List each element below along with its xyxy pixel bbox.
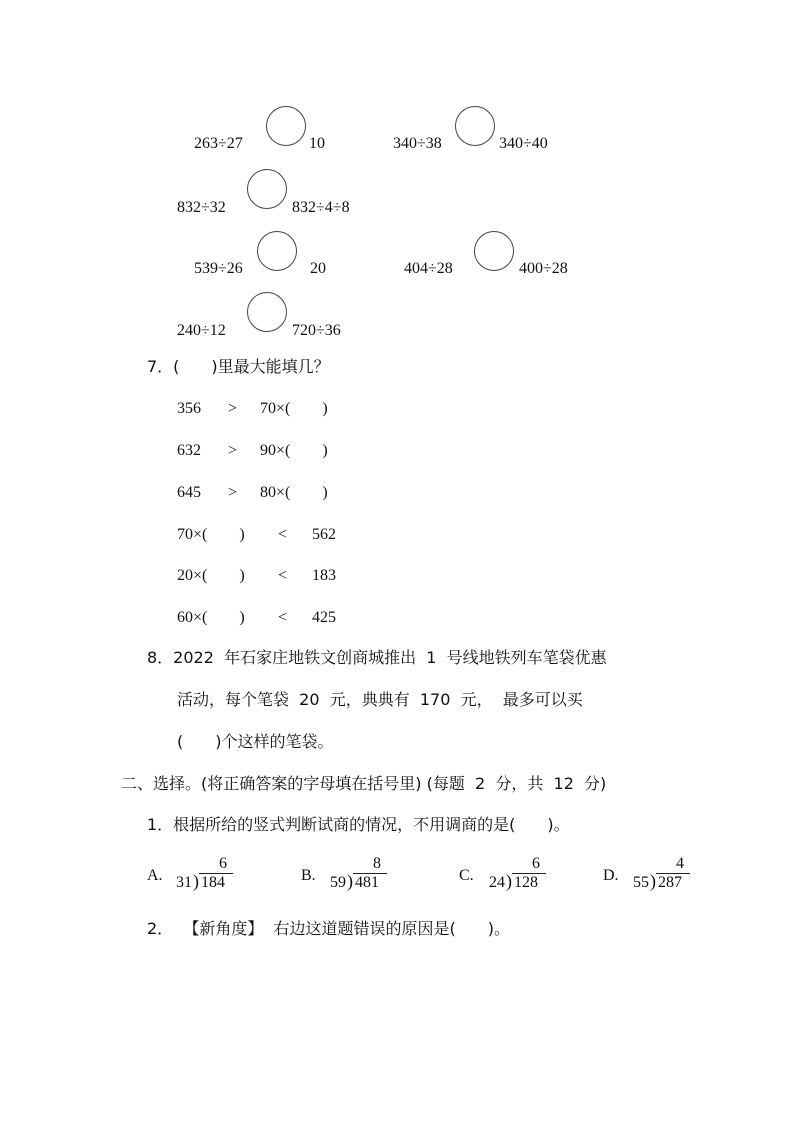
compare-left-4: 539÷26 bbox=[194, 260, 243, 277]
compare-right-2: 340÷40 bbox=[499, 135, 548, 152]
answer-circle-2[interactable] bbox=[455, 106, 495, 146]
option-b-quotient: 8 bbox=[373, 855, 381, 872]
q7-row5-a[interactable]: 20×( ) bbox=[177, 567, 245, 584]
q7-row5-op: < bbox=[278, 567, 288, 584]
section-2-heading: 二、选择。(将正确答案的字母填在括号里) (每题 2 分，共 12 分) bbox=[121, 774, 607, 793]
option-d-divisor: 55 bbox=[633, 874, 649, 891]
q7-row1-a: 356 bbox=[177, 400, 201, 417]
q7-row2-b[interactable]: 90×( ) bbox=[260, 442, 328, 459]
answer-circle-5[interactable] bbox=[474, 231, 514, 271]
q7-row6-a[interactable]: 60×( ) bbox=[177, 609, 245, 626]
option-c-bracket: ) bbox=[506, 871, 512, 891]
q8-line3: ( )个这样的笔袋。 bbox=[177, 732, 334, 751]
option-d-label[interactable]: D. bbox=[603, 867, 619, 884]
option-d-dividend: 287 bbox=[658, 874, 682, 891]
compare-left-2: 340÷38 bbox=[393, 135, 442, 152]
option-a-divisor: 31 bbox=[176, 874, 192, 891]
option-d-bracket: ) bbox=[650, 871, 656, 891]
s2-question-1: 1．根据所给的竖式判断试商的情况，不用调商的是( )。 bbox=[147, 815, 570, 834]
answer-circle-4[interactable] bbox=[257, 231, 297, 271]
option-c-dividend: 128 bbox=[514, 874, 538, 891]
q7-row6-b: 425 bbox=[312, 609, 336, 626]
option-a-label[interactable]: A. bbox=[147, 867, 163, 884]
answer-circle-3[interactable] bbox=[247, 169, 287, 209]
q7-row2-op: > bbox=[228, 442, 238, 459]
q7-row5-b: 183 bbox=[312, 567, 336, 584]
compare-right-6: 720÷36 bbox=[292, 322, 341, 339]
compare-right-4: 20 bbox=[310, 260, 326, 277]
option-a-bracket: ) bbox=[193, 871, 199, 891]
q7-row4-op: < bbox=[278, 526, 288, 543]
option-b-label[interactable]: B. bbox=[301, 867, 316, 884]
option-a-dividend: 184 bbox=[201, 874, 225, 891]
q7-row1-op: > bbox=[228, 400, 238, 417]
compare-left-1: 263÷27 bbox=[194, 135, 243, 152]
q7-prompt: 7．( )里最大能填几？ bbox=[147, 357, 330, 376]
option-c-divisor: 24 bbox=[489, 874, 505, 891]
q7-row3-b[interactable]: 80×( ) bbox=[260, 484, 328, 501]
q7-row6-op: < bbox=[278, 609, 288, 626]
option-b-dividend: 481 bbox=[355, 874, 379, 891]
q7-row4-a[interactable]: 70×( ) bbox=[177, 526, 245, 543]
compare-right-3: 832÷4÷8 bbox=[292, 199, 350, 216]
q7-row3-a: 645 bbox=[177, 484, 201, 501]
option-a-quotient: 6 bbox=[219, 855, 227, 872]
q7-row4-b: 562 bbox=[312, 526, 336, 543]
option-b-bracket: ) bbox=[347, 871, 353, 891]
option-c-label[interactable]: C. bbox=[459, 867, 474, 884]
answer-circle-1[interactable] bbox=[266, 106, 306, 146]
compare-right-1: 10 bbox=[309, 135, 325, 152]
option-b-divisor: 59 bbox=[330, 874, 346, 891]
option-c-quotient: 6 bbox=[532, 855, 540, 872]
compare-left-3: 832÷32 bbox=[177, 199, 226, 216]
q7-row2-a: 632 bbox=[177, 442, 201, 459]
q8-line1: 8．2022 年石家庄地铁文创商城推出 1 号线地铁列车笔袋优惠 bbox=[147, 648, 607, 667]
s2-question-2: 2． 【新角度】 右边这道题错误的原因是( )。 bbox=[147, 919, 511, 938]
q8-line2: 活动，每个笔袋 20 元，典典有 170 元， 最多可以买 bbox=[177, 690, 583, 709]
option-d-quotient: 4 bbox=[676, 855, 684, 872]
q7-row1-b[interactable]: 70×( ) bbox=[260, 400, 328, 417]
compare-left-5: 404÷28 bbox=[404, 260, 453, 277]
compare-left-6: 240÷12 bbox=[177, 322, 226, 339]
answer-circle-6[interactable] bbox=[247, 292, 287, 332]
q7-row3-op: > bbox=[228, 484, 238, 501]
compare-right-5: 400÷28 bbox=[519, 260, 568, 277]
